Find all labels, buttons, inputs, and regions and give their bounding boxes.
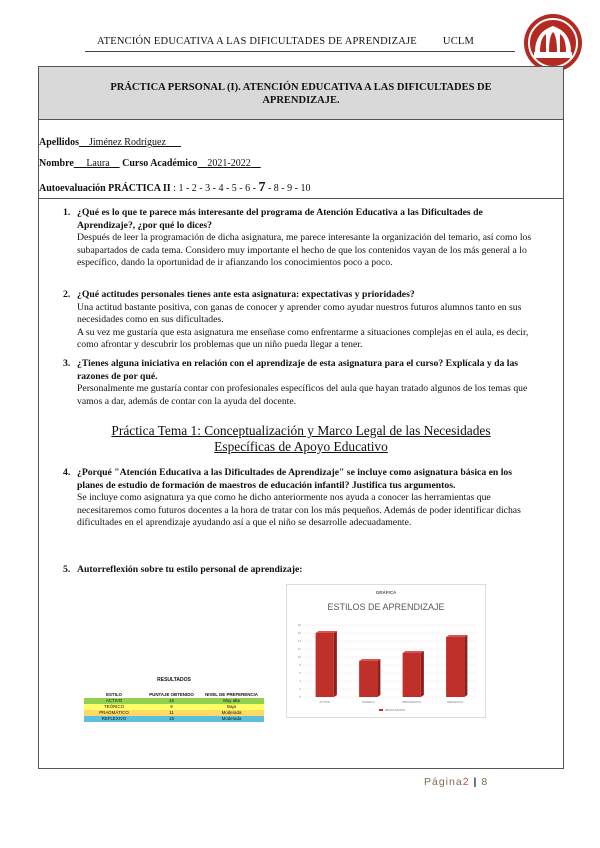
page-total: 8	[481, 776, 489, 788]
question-5: 5. Autorreflexión sobre tu estilo personal de aprendizaje:	[63, 564, 533, 577]
question-answer: Se incluye como asignatura ya que como he dicho anteriormente nos ayuda a conocer las herramientas que necesitaremos como futuros docentes a la hora de tratar con los más pequeños. Además de poder identificar dichas dificultades en el aprendizaje ayudando así a que el niño se desarrolle adecuadamente.	[77, 492, 521, 529]
practice-form	[38, 66, 564, 769]
legend-label: RESULTADOS	[385, 708, 405, 712]
results-rows	[84, 692, 264, 722]
page-number: 2	[462, 776, 470, 788]
bar-side	[421, 651, 424, 697]
chart-heading: GRÁFICA	[375, 590, 397, 595]
question-4: 4. ¿Porqué "Atención Educativa a las Dificultades de Aprendizaje" se incluye como asignatura básica en los planes de estudio de formación de maestros de educación infantil? Justifica tus argumentos. Se incluye como asignatura ya que como he dicho anteriormente nos ayuda a conocer las herramientas que necesitaremos como futuros docentes a la hora de tratar con los más pequeños. Además de poder identificar dichas dificultades en el aprendizaje ayudando así a que el niño se desarrolle adecuadamente.	[63, 467, 533, 530]
bar	[316, 633, 334, 697]
question-title: ¿Tienes alguna iniciativa en relación con el aprendizaje de esta asignatura para el curso? Explícala y da las razones de por qué.	[77, 358, 519, 382]
x-tick-label: ACTIVO	[319, 700, 330, 704]
table-cell: ESTILO	[106, 692, 122, 697]
bar-top	[446, 635, 467, 637]
section-title-line2: Específicas de Apoyo Educativo	[214, 439, 388, 454]
bar-top	[403, 651, 424, 653]
table-cell: Moderada	[221, 710, 242, 715]
page-word: Página	[424, 776, 463, 788]
bar	[359, 661, 377, 697]
section-title	[39, 423, 563, 455]
y-tick-label: 8	[299, 663, 301, 667]
question-answer: Después de leer la programación de dicha asignatura, me parece interesante la organización del temario, así como los subapartados de cada tema. Considero muy importante el hecho de que los contenidos vayan de los más general a lo específico, dando la oportunidad de ir afianzando los conocimientos poco a poco.	[77, 232, 532, 269]
y-tick-label: 2	[299, 687, 301, 691]
y-tick-label: 4	[299, 679, 301, 683]
autoevaluacion-field: Autoevaluación PRÁCTICA II : 1 - 2 - 3 - 4 - 5 - 6 - 7 - 8 - 9 - 10	[39, 180, 311, 195]
question-1: 1. ¿Qué es lo que te parece más interesante del programa de Atención Educativa a las Dificultades de Aprendizaje?, ¿por qué lo dices? Después de leer la programación de dicha asignatura, me parece interesante la organización del temario, así como los subapartados de cada tema. Considero muy importante el hecho de que los contenidos vayan de los más general a lo específico, dando la oportunidad de ir afianzando los conocimientos poco a poco.	[63, 207, 532, 269]
x-tick-label: REFLEXIVO	[447, 700, 464, 704]
autoeval-label: Autoevaluación	[39, 183, 106, 194]
table-cell: 9	[170, 704, 173, 709]
score-selected: 7	[258, 180, 266, 195]
curso-value: 2021-2022	[207, 158, 251, 169]
apellidos-label: Apellidos	[39, 137, 80, 148]
nombre-value: Laura	[86, 158, 110, 169]
question-title: ¿Qué es lo que te parece más interesante del programa de Atención Educativa a las Dificultades de Aprendizaje?, ¿por qué lo dices?	[77, 207, 483, 231]
y-tick-label: 10	[297, 655, 301, 659]
y-tick-label: 6	[299, 671, 301, 675]
question-title: Autorreflexión sobre tu estilo personal de aprendizaje:	[77, 564, 303, 575]
table-cell: PUNTAJE OBTENIDO	[149, 692, 194, 697]
bar-top	[316, 631, 337, 633]
score-scale-after: - 8 - 9 - 10	[267, 183, 311, 194]
y-tick-label: 18	[297, 623, 301, 627]
table-cell: Muy alta	[223, 698, 240, 703]
question-2: 2. ¿Qué actitudes personales tienes ante esta asignatura: expectativas y prioridades? Una actitud bastante positiva, con ganas de conocer y aprender como ayudar nuestros futuros alumnos tanto en sus necesidades como en sus dificultades. A su vez me gustaría que esta asignatura me enseñase como enfrentarme a situaciones complejas en el aula, es decir, como afrontar y descubrir los problemas que un niño pueda llegar a tener.	[63, 289, 533, 352]
header-institution: UCLM	[442, 36, 475, 47]
learning-styles-chart	[286, 584, 486, 718]
form-title: PRÁCTICA PERSONAL (I). ATENCIÓN EDUCATIVA A LAS DIFICULTADES DE APRENDIZAJE.	[39, 67, 563, 120]
page-sep: |	[473, 776, 478, 788]
question-answer: Una actitud bastante positiva, con ganas de conocer y aprender como ayudar nuestros futuros alumnos tanto en sus necesidades como en sus dificultades.	[77, 301, 522, 326]
autoeval-practica: PRÁCTICA II	[108, 183, 171, 194]
y-tick-label: 14	[297, 639, 301, 643]
apellidos-field	[39, 137, 181, 148]
bar	[446, 637, 464, 697]
results-title: RESULTADOS	[157, 677, 191, 683]
nombre-field	[39, 158, 261, 169]
running-header	[97, 36, 474, 47]
table-cell: REFLEXIVO	[101, 716, 127, 721]
bar-top	[359, 659, 380, 661]
bar	[403, 653, 421, 697]
table-row	[84, 716, 264, 722]
page-footer	[424, 776, 488, 788]
question-answer-continued: A su vez me gustaría que esta asignatura me enseñase como enfrentarme a situaciones complejas en el aula, es decir, como afrontar y descubrir los problemas que un niño pueda llegar a tener.	[77, 326, 529, 351]
table-cell: Moderada	[221, 716, 242, 721]
score-scale-before: 1 - 2 - 3 - 4 - 5 - 6 -	[178, 183, 256, 194]
table-cell: NIVEL DE PREFERENCIA	[205, 692, 258, 697]
chart-title: ESTILOS DE APRENDIZAJE	[327, 602, 445, 612]
results-table	[84, 677, 264, 757]
table-cell: 11	[169, 710, 174, 715]
legend-swatch	[379, 709, 383, 711]
y-tick-label: 0	[299, 695, 301, 699]
uclm-logo-icon	[522, 12, 584, 74]
x-tick-label: TEÓRICO	[361, 700, 375, 704]
table-cell: TEÓRICO	[103, 704, 124, 709]
question-title: ¿Porqué "Atención Educativa a las Dificultades de Aprendizaje" se incluye como asignatura básica en los planes de estudio de formación de maestros de educación infantil? Justifica tus argumentos.	[77, 467, 513, 491]
table-cell: 16	[169, 698, 174, 703]
table-cell: PRAGMÁTICO	[99, 710, 129, 715]
y-tick-label: 12	[297, 647, 301, 651]
curso-label: Curso Académico	[122, 158, 198, 169]
apellidos-value: Jiménez Rodríguez	[89, 137, 166, 148]
header-title: ATENCIÓN EDUCATIVA A LAS DIFICULTADES DE APRENDIZAJE	[97, 36, 417, 47]
header-rule	[85, 51, 515, 52]
question-title: ¿Qué actitudes personales tienes ante esta asignatura: expectativas y prioridades?	[77, 289, 415, 300]
table-cell: Baja	[227, 704, 236, 709]
x-tick-label: PRAGMÁTICO	[402, 700, 422, 704]
nombre-label: Nombre	[39, 158, 74, 169]
table-cell: ACTIVO	[105, 698, 123, 703]
bar-side	[377, 659, 380, 697]
bar-side	[334, 631, 337, 697]
section-title-line1: Práctica Tema 1: Conceptualización y Marco Legal de las Necesidades	[111, 423, 491, 438]
y-tick-label: 16	[297, 631, 301, 635]
bar-side	[464, 635, 467, 697]
question-answer: Personalmente me gustaría contar con profesionales específicos del aula que hayan tratado algunos de los temas que vamos a dar, además de contar con la ayuda del docente.	[77, 383, 528, 407]
question-3: 3. ¿Tienes alguna iniciativa en relación con el aprendizaje de esta asignatura para el curso? Explícala y da las razones de por qué. Personalmente me gustaría contar con profesionales específicos del aula que hayan tratado algunos de los temas que vamos a dar, además de contar con la ayuda del docente.	[63, 358, 533, 408]
table-cell: 15	[169, 716, 174, 721]
form-divider	[39, 198, 563, 199]
